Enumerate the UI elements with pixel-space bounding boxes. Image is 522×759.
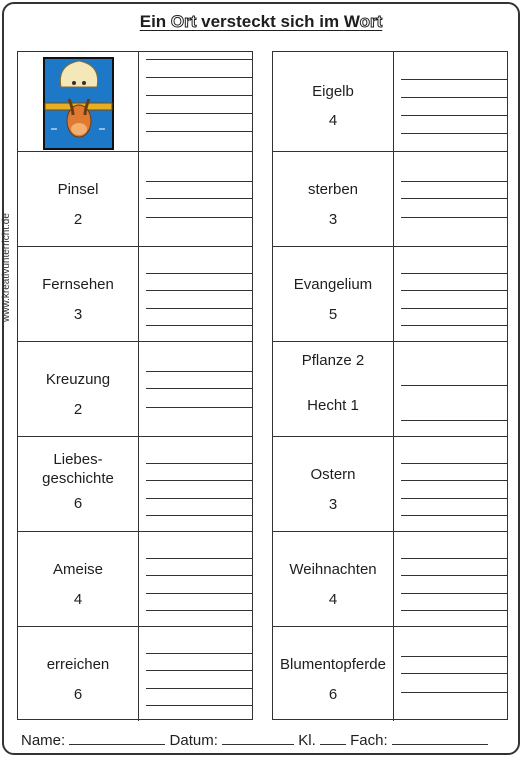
word-cell xyxy=(273,152,394,246)
name-blank[interactable] xyxy=(69,730,165,745)
sloth-hanging-on-bar-picture xyxy=(43,57,114,150)
word-label: Ostern xyxy=(310,466,356,483)
word-cell xyxy=(18,52,139,151)
website-credit: www.kreativunterricht.de xyxy=(1,213,12,322)
class-label: Kl. xyxy=(298,732,316,749)
letter-count: 6 xyxy=(73,686,83,703)
answer-line[interactable] xyxy=(401,97,507,98)
answer-line[interactable] xyxy=(146,113,252,114)
word-label: Hecht 1 xyxy=(307,397,359,414)
answer-line[interactable] xyxy=(401,420,507,421)
subject-label: Fach: xyxy=(350,732,388,749)
date-label: Datum: xyxy=(169,732,218,749)
answer-line[interactable] xyxy=(401,385,507,386)
word-cell xyxy=(273,247,394,341)
answer-line[interactable] xyxy=(401,498,507,499)
answer-line[interactable] xyxy=(146,705,252,706)
answer-line[interactable] xyxy=(401,515,507,516)
answer-line[interactable] xyxy=(146,515,252,516)
answer-line[interactable] xyxy=(146,610,252,611)
answer-line[interactable] xyxy=(146,463,252,464)
answer-line[interactable] xyxy=(146,388,252,389)
word-label: Eigelb xyxy=(312,83,354,100)
name-label: Name: xyxy=(21,732,66,749)
answer-line[interactable] xyxy=(146,59,252,60)
letter-count: 4 xyxy=(328,112,338,129)
answer-line[interactable] xyxy=(146,273,252,274)
word-label: erreichen xyxy=(46,656,110,673)
answer-line[interactable] xyxy=(401,198,507,199)
class-blank[interactable] xyxy=(320,730,346,745)
worksheet-title: Ein Ort versteckt sich im Wort xyxy=(139,12,383,31)
letter-count: 3 xyxy=(73,306,83,323)
word-label: Fernsehen xyxy=(42,276,114,293)
answer-line[interactable] xyxy=(146,498,252,499)
answer-line[interactable] xyxy=(146,593,252,594)
footer-fields xyxy=(21,730,488,752)
word-label: geschichte xyxy=(42,470,114,487)
letter-count: 2 xyxy=(73,211,83,228)
answer-line[interactable] xyxy=(146,325,252,326)
word-cell xyxy=(18,627,139,721)
date-blank[interactable] xyxy=(222,730,294,745)
word-label: Evangelium xyxy=(293,276,373,293)
word-row xyxy=(273,246,507,341)
letter-count: 2 xyxy=(73,401,83,418)
word-label: sterben xyxy=(307,181,359,198)
answer-line[interactable] xyxy=(401,558,507,559)
right-word-column xyxy=(272,51,508,720)
answer-line[interactable] xyxy=(401,217,507,218)
letter-count: 3 xyxy=(328,496,338,513)
answer-line[interactable] xyxy=(401,673,507,674)
answer-line[interactable] xyxy=(146,308,252,309)
answer-line[interactable] xyxy=(146,131,252,132)
word-cell xyxy=(273,52,394,151)
letter-count: 6 xyxy=(73,495,83,512)
word-row xyxy=(18,626,252,721)
word-row xyxy=(273,626,507,721)
answer-line[interactable] xyxy=(401,480,507,481)
word-cell xyxy=(18,342,139,436)
word-label: Weihnachten xyxy=(289,561,377,578)
answer-line[interactable] xyxy=(146,181,252,182)
answer-line[interactable] xyxy=(146,407,252,408)
word-row xyxy=(18,52,252,151)
answer-line[interactable] xyxy=(401,325,507,326)
answer-line[interactable] xyxy=(401,610,507,611)
word-cell xyxy=(273,627,394,721)
answer-line[interactable] xyxy=(146,575,252,576)
word-label: Pinsel xyxy=(57,181,99,198)
word-label: Blumentopferde xyxy=(280,656,386,673)
word-cell xyxy=(18,152,139,246)
word-cell xyxy=(18,437,139,531)
letter-count: 6 xyxy=(328,686,338,703)
answer-line[interactable] xyxy=(401,692,507,693)
answer-line[interactable] xyxy=(146,290,252,291)
word-row xyxy=(273,151,507,246)
letter-count: 4 xyxy=(73,591,83,608)
answer-line[interactable] xyxy=(146,670,252,671)
answer-line[interactable] xyxy=(401,593,507,594)
word-cell xyxy=(273,342,394,436)
answer-line[interactable] xyxy=(146,480,252,481)
word-row xyxy=(18,151,252,246)
answer-line[interactable] xyxy=(401,273,507,274)
answer-line[interactable] xyxy=(146,95,252,96)
answer-line[interactable] xyxy=(401,656,507,657)
word-label: Kreuzung xyxy=(45,371,111,388)
answer-line[interactable] xyxy=(401,115,507,116)
letter-count: 3 xyxy=(328,211,338,228)
left-word-column xyxy=(17,51,253,720)
answer-line[interactable] xyxy=(401,79,507,80)
word-cell xyxy=(273,437,394,531)
word-label: Pflanze 2 xyxy=(301,352,365,369)
letter-count: 4 xyxy=(328,591,338,608)
answer-line[interactable] xyxy=(401,308,507,309)
word-row xyxy=(18,436,252,531)
answer-line[interactable] xyxy=(146,653,252,654)
word-cell xyxy=(18,247,139,341)
word-row xyxy=(18,531,252,626)
word-label: Liebes- xyxy=(53,451,103,468)
word-row xyxy=(18,341,252,436)
answer-line[interactable] xyxy=(146,558,252,559)
answer-line[interactable] xyxy=(401,181,507,182)
subject-blank[interactable] xyxy=(392,730,488,745)
word-cell xyxy=(18,532,139,626)
answer-line[interactable] xyxy=(146,688,252,689)
word-row xyxy=(273,341,507,436)
word-row xyxy=(273,52,507,151)
word-row xyxy=(273,436,507,531)
answer-line[interactable] xyxy=(401,290,507,291)
word-label: Ameise xyxy=(52,561,104,578)
answer-line[interactable] xyxy=(146,371,252,372)
answer-line[interactable] xyxy=(146,198,252,199)
answer-line[interactable] xyxy=(401,575,507,576)
answer-line[interactable] xyxy=(146,77,252,78)
word-row xyxy=(273,531,507,626)
answer-line[interactable] xyxy=(401,133,507,134)
worksheet-page xyxy=(2,2,520,755)
answer-line[interactable] xyxy=(401,463,507,464)
letter-count: 5 xyxy=(328,306,338,323)
word-cell xyxy=(273,532,394,626)
answer-line[interactable] xyxy=(146,217,252,218)
word-row xyxy=(18,246,252,341)
